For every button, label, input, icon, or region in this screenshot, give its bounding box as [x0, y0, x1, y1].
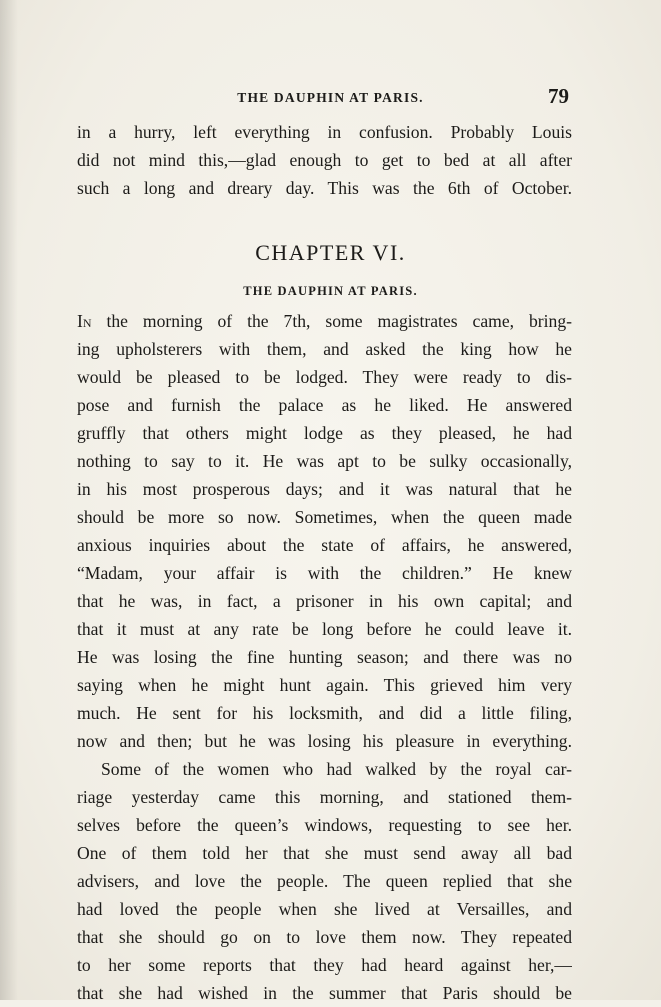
scan-edge-shadow	[0, 0, 18, 1000]
first-line-text: the morning of the 7th, some magistrates came, bring-	[91, 311, 572, 331]
chapter-title: CHAPTER VI.	[255, 240, 406, 265]
text-line: in a hurry, left everything in confusion. Probably Louis	[77, 122, 572, 142]
text-line: One of them told her that she must send away all bad	[77, 843, 572, 863]
text-line: now and then; but he was losing his pleasure in everything.	[77, 731, 572, 751]
text-line: such a long and dreary day. This was the 6th of October.	[77, 178, 572, 198]
text-line: saying when he might hunt again. This grieved him very	[77, 675, 572, 695]
text-line: He was losing the fine hunting season; and there was no	[77, 647, 572, 667]
text-line: anxious inquiries about the state of affairs, he answered,	[77, 535, 572, 555]
running-header	[0, 84, 661, 110]
text-line: advisers, and love the people. The queen replied that she	[77, 871, 572, 891]
text-line: should be more so now. Sometimes, when the queen made	[77, 507, 572, 527]
text-line: would be pleased to be lodged. They were ready to dis-	[77, 367, 572, 387]
text-line: much. He sent for his locksmith, and did a little filing,	[77, 703, 572, 723]
chapter-subtitle: THE DAUPHIN AT PARIS.	[243, 284, 418, 298]
text-line: that he was, in fact, a prisoner in his own capital; and	[77, 591, 572, 611]
text-line: selves before the queen’s windows, requesting to see her.	[77, 815, 572, 835]
paragraph-first-line	[77, 307, 572, 335]
text-line: “Madam, your affair is with the children.” He knew	[77, 563, 572, 583]
page-number: 79	[548, 84, 569, 108]
drop-word: In	[77, 311, 92, 331]
text-line: gruffly that others might lodge as they pleased, he had	[77, 423, 572, 443]
text-line: did not mind this,—glad enough to get to bed at all after	[77, 150, 572, 170]
text-line: nothing to say to it. He was apt to be sulky occasionally,	[77, 451, 572, 471]
text-line: that she had wished in the summer that Paris should be	[77, 983, 572, 1003]
text-line: to her some reports that they had heard against her,—	[77, 955, 572, 975]
intro-paragraph	[77, 118, 572, 202]
text-line: riage yesterday came this morning, and stationed them-	[77, 787, 572, 807]
chapter-body	[77, 307, 572, 1007]
text-line: in his most prosperous days; and it was natural that he	[77, 479, 572, 499]
text-line: ing upholsterers with them, and asked the king how he	[77, 339, 572, 359]
running-title: THE DAUPHIN AT PARIS.	[237, 90, 424, 105]
text-line: Some of the women who had walked by the royal car-	[101, 759, 572, 779]
text-line: that it must at any rate be long before he could leave it.	[77, 619, 572, 639]
text-line: that she should go on to love them now. They repeated	[77, 927, 572, 947]
text-line: had loved the people when she lived at Versailles, and	[77, 899, 572, 919]
text-line: pose and furnish the palace as he liked. He answered	[77, 395, 572, 415]
